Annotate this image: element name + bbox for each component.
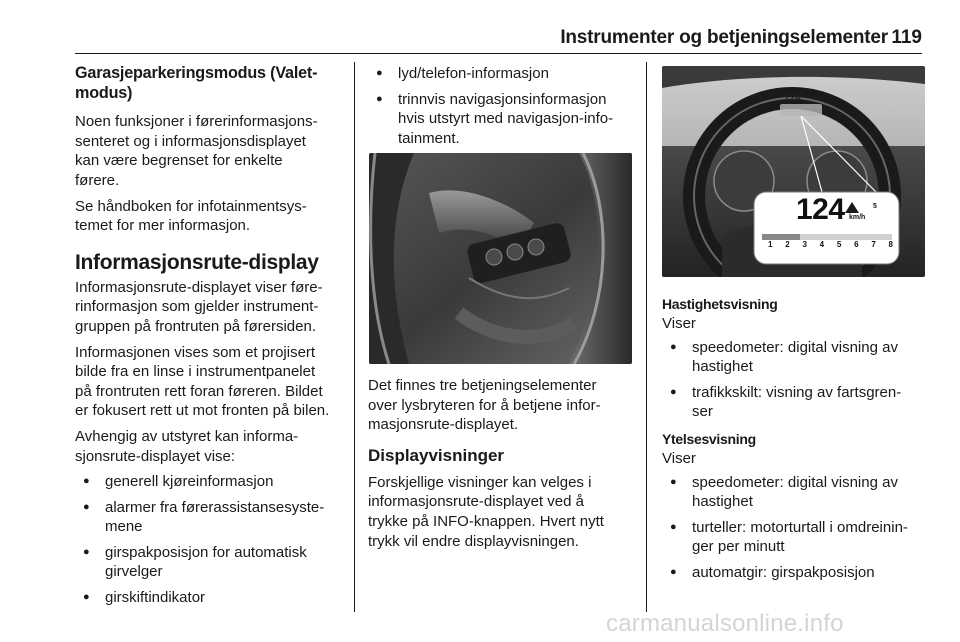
list-item: ● speedometer: digital visning av hastighet: [662, 338, 934, 377]
heading-speed-view: Hastighetsvisning: [662, 296, 778, 312]
page-number: 119: [891, 27, 922, 48]
column-divider-2: [646, 62, 647, 612]
hud-speed-unit: km/h: [849, 214, 866, 221]
paragraph: Viser: [662, 315, 696, 332]
gear-label: 1: [768, 240, 773, 249]
paragraph: Viser: [662, 449, 696, 467]
hud-small-speed: 124: [784, 93, 801, 104]
header-rule: [75, 53, 922, 54]
column-2: [368, 64, 640, 154]
list-item: ● speedometer: digital visning av hastighet: [662, 473, 934, 512]
bullet-list: [75, 472, 347, 608]
hud-sign-value: 5: [873, 203, 877, 210]
head-up-display-photo: [662, 66, 925, 277]
paragraph: Forskjellige visninger kan velges i informasjonsrute-displayet ved å trykke på INFO-knappen. Hvert nytt trykk vil endre displayvisningen.: [368, 473, 604, 550]
hud-gear-scale: [768, 240, 893, 249]
page-header: [0, 0, 960, 60]
gear-label: 4: [819, 240, 825, 249]
bullet-list: [662, 338, 934, 422]
heading-display-views: Displayvisninger: [368, 445, 505, 465]
list-item: ● girspakposisjon for automatisk girvelger: [75, 543, 347, 582]
section-title: Instrumenter og betjeningselementer: [560, 27, 888, 48]
column-2-lower: [368, 376, 640, 557]
paragraph: Informasjonsrute-displayet viser føre- rinformasjon som gjelder instrument- gruppen på frontruten på førersiden.: [75, 278, 323, 335]
heading-head-up-display: Informasjonsrute-display: [75, 250, 319, 274]
list-item: ● turteller: motorturtall i omdreinin- ger per minutt: [662, 518, 934, 557]
paragraph: Noen funksjoner i førerinformasjons- senteret og i informasjonsdisplayet kan være begrenset for enkelte førere.: [75, 113, 318, 189]
list-item: ● generell kjøreinformasjon: [75, 472, 347, 492]
gear-label: 5: [836, 240, 842, 249]
list-item: ● trinnvis navigasjonsinformasjon hvis utstyrt med navigasjon-info- tainment.: [368, 90, 640, 149]
paragraph: Informasjonen vises som et projisert bilde fra en linse i instrumentpanelet på frontruten rett foran føreren. Bildet er fokusert rett ut mot fronten på bilen.: [75, 343, 330, 420]
watermark: carmanualsonline.info: [606, 610, 844, 637]
list-item: ● alarmer fra førerassistansesyste- mene: [75, 498, 347, 537]
gear-label: 7: [871, 240, 876, 249]
bullet-list: [662, 473, 934, 583]
gear-label: 3: [802, 240, 807, 249]
column-1: [75, 64, 347, 614]
list-item: ● trafikkskilt: visning av fartsgren- ser: [662, 383, 934, 422]
paragraph: Avhengig av utstyret kan informa- sjonsrute-displayet vise:: [75, 427, 299, 465]
list-item: ● lyd/telefon-informasjon: [368, 64, 640, 84]
hud-speed-readout: 124: [796, 193, 845, 226]
column-divider-1: [354, 62, 355, 612]
list-item: ● girskiftindikator: [75, 588, 347, 608]
column-3: [662, 295, 934, 589]
heading-performance-view: Ytelsesvisning: [662, 430, 756, 447]
gear-label: 8: [888, 240, 893, 249]
gear-label: 6: [854, 240, 859, 249]
steering-column-controls-photo: [369, 153, 632, 364]
paragraph: Det finnes tre betjeningselementer over lysbryteren for å betjene infor- masjonsrute-displayet.: [368, 377, 601, 434]
bullet-list: [368, 64, 640, 148]
list-item: ● automatgir: girspakposisjon: [662, 563, 934, 583]
gear-label: 2: [785, 240, 790, 249]
paragraph: Se håndboken for infotainmentsys- temet for mer informasjon.: [75, 197, 307, 235]
heading-valet-mode: Garasjeparkeringsmodus (Valet- modus): [75, 64, 318, 102]
